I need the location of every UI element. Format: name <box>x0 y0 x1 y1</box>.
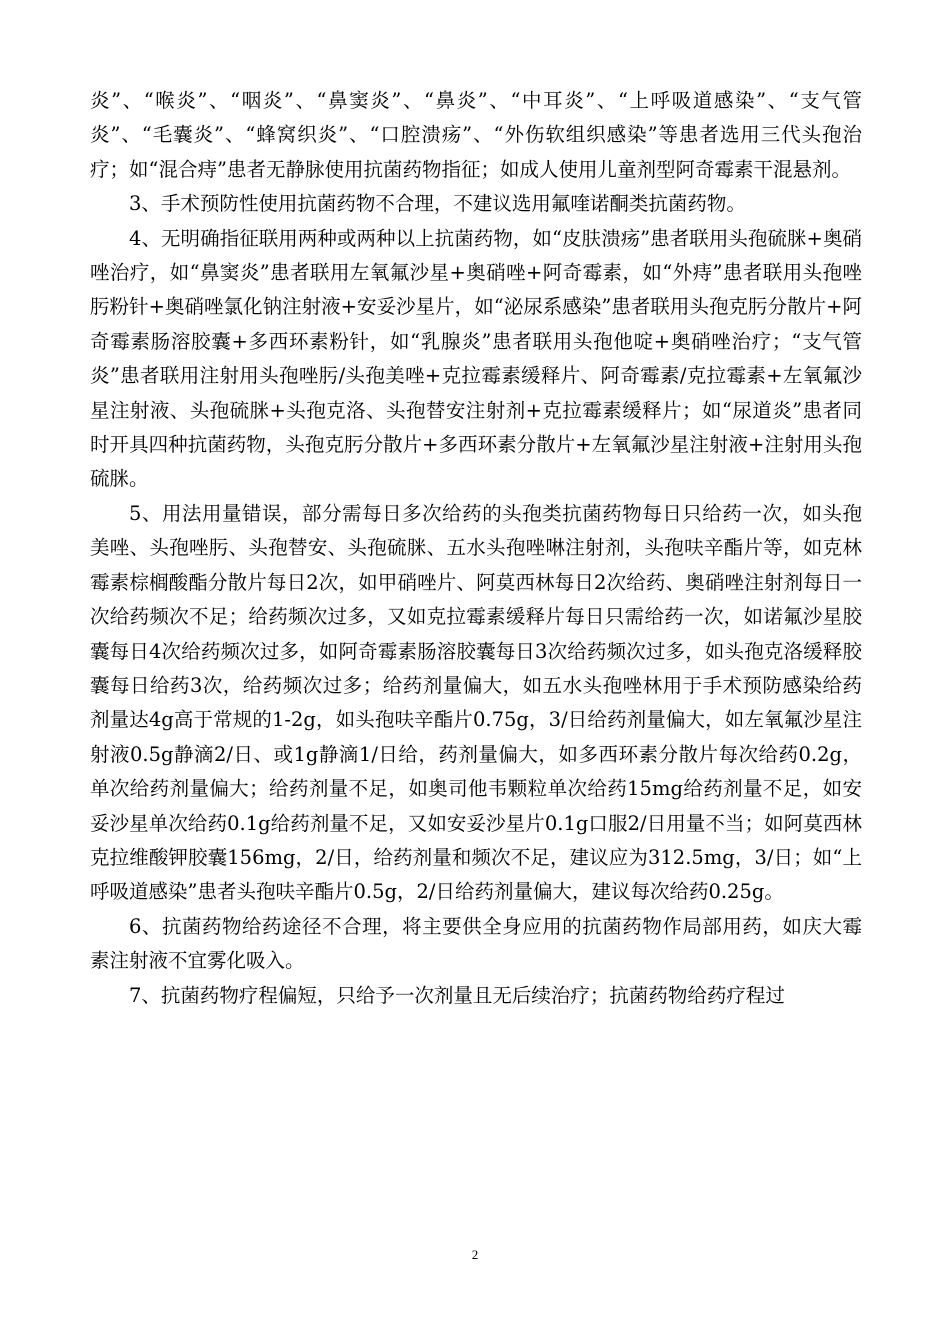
paragraph-item-6: 6、抗菌药物给药途径不合理，将主要供全身应用的抗菌药物作局部用药，如庆大霉素注射液不宜雾化吸入。 <box>90 914 862 973</box>
paragraph-item-7: 7、抗菌药物疗程偏短，只给予一次剂量且无后续治疗；抗菌药物给药疗程过 <box>129 983 785 1007</box>
paragraph-item-3: 3、手术预防性使用抗菌药物不合理，不建议选用氟喹诺酮类抗菌药物。 <box>129 192 746 216</box>
paragraph-item-4: 4、无明确指征联用两种或两种以上抗菌药物，如“皮肤溃疡”患者联用头孢硫脒+奥硝唑治疗，如“鼻窦炎”患者联用左氧氟沙星+奥硝唑+阿奇霉素，如“外痔”患者联用头孢唑肟粉针+奥硝唑氯化钠注射液+安妥沙星片，如“泌尿系感染”患者联用头孢克肟分散片+阿奇霉素肠溶胶囊+多西环素粉针，如“乳腺炎”患者联用头孢他啶+奥硝唑治疗；“支气管炎”患者联用注射用头孢唑肟/头孢美唑+克拉霉素缓释片、阿奇霉素/克拉霉素+左氧氟沙星注射液、头孢硫脒+头孢克洛、头孢替安注射剂+克拉霉素缓释片；如“尿道炎”患者同时开具四种抗菌药物，头孢克肟分散片+多西环素分散片+左氧氟沙星注射液+注射用头孢硫脒。 <box>90 226 862 491</box>
page-number: 2 <box>471 1247 479 1262</box>
paragraph-item-5: 5、用法用量错误，部分需每日多次给药的头孢类抗菌药物每日只给药一次，如头孢美唑、头孢唑肟、头孢替安、头孢硫脒、五水头孢唑啉注射剂，头孢呋辛酯片等，如克林霉素棕榈酸酯分散片每日2次，如甲硝唑片、阿莫西林每日2次给药、奥硝唑注射剂每日一次给药频次不足；给药频次过多，又如克拉霉素缓释片每日只需给药一次，如诺氟沙星胶囊每日4次给药频次过多，如阿奇霉素肠溶胶囊每日3次给药频次过多，如头孢克洛缓释胶囊每日给药3次，给药频次过多；给药剂量偏大，如五水头孢唑林用于手术预防感染给药剂量达4g高于常规的1-2g，如头孢呋辛酯片0.75g，3/日给药剂量偏大，如左氧氟沙星注射液0.5g静滴2/日、或1g静滴1/日给，药剂量偏大，如多西环素分散片每次给药0.2g，单次给药剂量偏大；给药剂量不足，如奥司他韦颗粒单次给药15mg给药剂量不足，如安妥沙星单次给药0.1g给药剂量不足，又如安妥沙星片0.1g口服2/日用量不当；如阿莫西林克拉维酸钾胶囊156mg，2/日，给药剂量和频次不足，建议应为312.5mg，3/日；如“上呼吸道感染”患者头孢呋辛酯片0.5g，2/日给药剂量偏大，建议每次给药0.25g。 <box>90 501 862 904</box>
paragraph-continuation: 炎”、“喉炎”、“咽炎”、“鼻窦炎”、“鼻炎”、“中耳炎”、“上呼吸道感染”、“支气管炎”、“毛囊炎”、“蜂窝织炎”、“口腔溃疡”、“外伤软组织感染”等患者选用三代头孢治疗；如“混合痔”患者无静脉使用抗菌药物指征；如成人使用儿童剂型阿奇霉素干混悬剂。 <box>90 89 862 181</box>
document-body <box>90 84 862 1013</box>
